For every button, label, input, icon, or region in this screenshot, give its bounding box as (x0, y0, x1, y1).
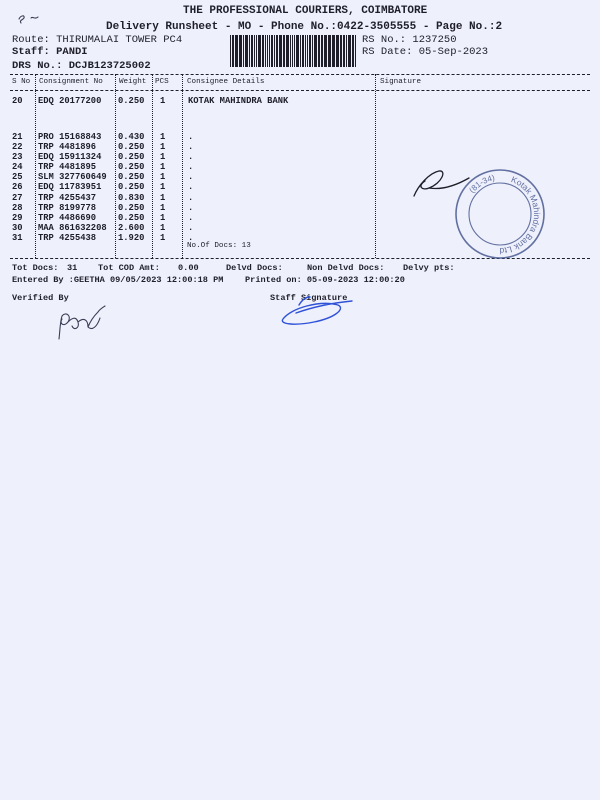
barcode-bar (258, 35, 261, 67)
row-consignment-no: TRP 4481896 (38, 142, 97, 152)
row-sno: 22 (12, 142, 23, 152)
barcode-bar (271, 35, 273, 67)
row-consignee: . (188, 233, 194, 243)
barcode-bar (232, 35, 234, 67)
column-header-signature: Signature (380, 78, 422, 86)
barcode-bar (318, 35, 320, 67)
row-consignee: . (188, 142, 194, 152)
barcode-bar (276, 35, 278, 67)
barcode-bar (230, 35, 231, 67)
stamp-bank-name: Kotak Mahindra Bank Ltd (499, 174, 543, 257)
row-consignment-no: EDQ 15911324 (38, 152, 102, 162)
delvy-pts-label: Delvy pts: (403, 263, 455, 273)
barcode-bar (324, 35, 327, 67)
drs-number: DRS No.: DCJB123725002 (12, 60, 151, 72)
column-header-consignee: Consignee Details (187, 78, 265, 86)
row-pcs: 1 (160, 162, 166, 172)
barcode-bar (343, 35, 345, 67)
barcode-bar (312, 35, 313, 67)
bank-stamp (452, 166, 548, 262)
rs-date: RS Date: 05-Sep-2023 (362, 46, 489, 58)
printed-on: Printed on: 05-09-2023 12:00:20 (245, 275, 405, 285)
barcode-bar (235, 35, 238, 67)
row-consignee: . (188, 152, 194, 162)
barcode-bar (355, 35, 356, 67)
row-sno: 28 (12, 203, 23, 213)
column-header-sno: S No (12, 78, 31, 86)
barcode-bar (279, 35, 282, 67)
row-weight: 0.830 (118, 193, 145, 203)
barcode-bar (262, 35, 264, 67)
barcode-bar (294, 35, 295, 67)
barcode-bar (267, 35, 268, 67)
barcode-bar (269, 35, 270, 67)
barcode-bar (265, 35, 266, 67)
row-pcs: 1 (160, 142, 166, 152)
row-consignment-no: EDQ 20177200 (38, 96, 102, 106)
row-weight: 0.250 (118, 142, 145, 152)
row-weight: 0.250 (118, 172, 145, 182)
row-pcs: 1 (160, 182, 166, 192)
barcode-bar (314, 35, 317, 67)
row-consignment-no: SLM 327760649 (38, 172, 107, 182)
barcode-bar (286, 35, 289, 67)
entered-by: Entered By :GEETHA 09/05/2023 12:00:18 PM (12, 275, 224, 285)
row-weight: 0.430 (118, 132, 145, 142)
row-weight: 0.250 (118, 152, 145, 162)
verified-by-label: Verified By (12, 293, 69, 303)
barcode-bar (251, 35, 253, 67)
barcode-bar (249, 35, 250, 67)
row-sno: 24 (12, 162, 23, 172)
doc-count: No.Of Docs: 13 (187, 242, 251, 250)
row-sno: 30 (12, 223, 23, 233)
barcode-bar (346, 35, 347, 67)
tot-docs-label: Tot Docs: (12, 263, 59, 273)
row-consignee: . (188, 162, 194, 172)
barcode (230, 35, 356, 67)
row-consignee: . (188, 203, 194, 213)
barcode-bar (239, 35, 242, 67)
stamp-inner-ring (469, 183, 531, 245)
row-sno: 21 (12, 132, 23, 142)
stamp-code: (81-34) (467, 173, 496, 195)
barcode-bar (332, 35, 335, 67)
company-name: THE PROFESSIONAL COURIERS, COIMBATORE (183, 5, 428, 17)
barcode-bar (254, 35, 255, 67)
barcode-bar (352, 35, 354, 67)
barcode-bar (309, 35, 311, 67)
row-consignment-no: EDQ 11783951 (38, 182, 102, 192)
barcode-bar (340, 35, 342, 67)
row-weight: 1.920 (118, 233, 145, 243)
row-pcs: 1 (160, 203, 166, 213)
row-consignee: . (188, 132, 194, 142)
row-consignee: . (188, 182, 194, 192)
staff-name: Staff: PANDI (12, 46, 88, 58)
row-weight: 0.250 (118, 203, 145, 213)
barcode-bar (292, 35, 293, 67)
table-header-rule (10, 90, 590, 91)
runsheet-title: Delivery Runsheet - MO - Phone No.:0422-3505555 - Page No.:2 (106, 21, 503, 33)
row-consignee: . (188, 172, 194, 182)
row-pcs: 1 (160, 193, 166, 203)
row-weight: 0.250 (118, 182, 145, 192)
barcode-bar (305, 35, 306, 67)
row-sno: 31 (12, 233, 23, 243)
barcode-bar (307, 35, 308, 67)
row-pcs: 1 (160, 233, 166, 243)
column-header-weight: Weight (119, 78, 147, 86)
row-consignment-no: PRO 15168843 (38, 132, 102, 142)
barcode-bar (321, 35, 323, 67)
row-consignee: . (188, 213, 194, 223)
delvd-docs-label: Delvd Docs: (226, 263, 283, 273)
row-consignment-no: TRP 4255437 (38, 193, 97, 203)
row-consignee: . (188, 193, 194, 203)
barcode-bar (336, 35, 339, 67)
row-weight: 0.250 (118, 96, 145, 106)
barcode-bar (274, 35, 275, 67)
row-pcs: 1 (160, 96, 166, 106)
verifier-signature (59, 306, 105, 339)
row-pcs: 1 (160, 172, 166, 182)
row-consignment-no: TRP 4481895 (38, 162, 97, 172)
barcode-bar (243, 35, 244, 67)
barcode-bar (302, 35, 304, 67)
barcode-bar (283, 35, 285, 67)
rs-number: RS No.: 1237250 (362, 34, 457, 46)
row-consignment-no: TRP 4255438 (38, 233, 97, 243)
tot-docs-value: 31 (67, 263, 78, 273)
barcode-bar (300, 35, 301, 67)
row-consignment-no: TRP 8199778 (38, 203, 97, 213)
row-pcs: 1 (160, 152, 166, 162)
corner-tick-mark (19, 16, 38, 23)
route: Route: THIRUMALAI TOWER PC4 (12, 34, 183, 46)
barcode-bar (290, 35, 291, 67)
barcode-bar (348, 35, 351, 67)
row-weight: 0.250 (118, 213, 145, 223)
table-top-rule (10, 74, 590, 75)
row-sno: 25 (12, 172, 23, 182)
row-sno: 20 (12, 96, 23, 106)
table-row (0, 97, 600, 107)
row-consignee: KOTAK MAHINDRA BANK (188, 96, 289, 106)
row-consignment-no: TRP 4486690 (38, 213, 97, 223)
row-sno: 29 (12, 213, 23, 223)
row-pcs: 1 (160, 213, 166, 223)
row-weight: 2.600 (118, 223, 145, 233)
tot-cod-label: Tot COD Amt: (98, 263, 160, 273)
row-consignment-no: MAA 861632208 (38, 223, 107, 233)
row-weight: 0.250 (118, 162, 145, 172)
row-pcs: 1 (160, 132, 166, 142)
row-sno: 27 (12, 193, 23, 203)
row-consignee: . (188, 223, 194, 233)
barcode-bar (256, 35, 257, 67)
row-sno: 26 (12, 182, 23, 192)
non-delvd-docs-label: Non Delvd Docs: (307, 263, 385, 273)
tot-cod-value: 0.00 (178, 263, 199, 273)
row-sno: 23 (12, 152, 23, 162)
barcode-bar (328, 35, 331, 67)
column-header-consignment: Consignment No (39, 78, 103, 86)
column-header-pcs: PCS (155, 78, 169, 86)
barcode-bar (296, 35, 299, 67)
barcode-bar (245, 35, 248, 67)
row-pcs: 1 (160, 223, 166, 233)
staff-signature-label: Staff Signature (270, 293, 348, 303)
